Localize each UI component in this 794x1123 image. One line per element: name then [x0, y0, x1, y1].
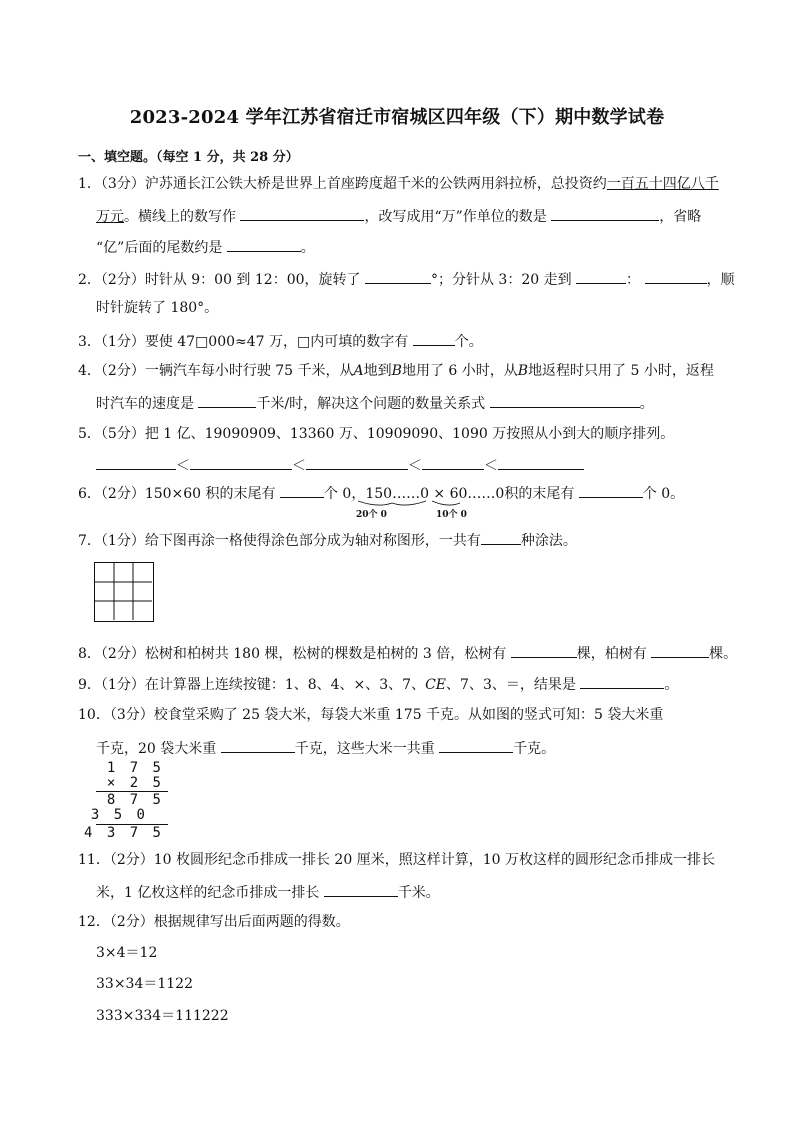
- mult-row-partial-2: 3 5 0: [90, 807, 148, 823]
- q9-text: 9．（1分）在计算器上连续按键：1、8、4、×、3、7、: [78, 677, 426, 693]
- question-2-line-2: 时针旋转了 180°。: [96, 300, 219, 316]
- question-1-line-2: [96, 206, 701, 226]
- pattern-equation-1: 3×4＝12: [96, 945, 158, 961]
- q8-text: 棵。: [709, 646, 738, 662]
- answer-blank[interactable]: [227, 237, 301, 252]
- brace-label-10: 10个 0: [436, 510, 467, 520]
- q1-text: ，改写成用“万”作单位的数是: [364, 209, 547, 225]
- q4-text: 。: [639, 396, 654, 412]
- question-12: 12．（2分）根据规律写出后面两题的得数。: [78, 914, 350, 930]
- coloring-grid: [94, 562, 154, 622]
- question-5-answer-row: [96, 455, 584, 475]
- page-title: 2023-2024 学年江苏省宿迁市宿城区四年级（下）期中数学试卷: [129, 107, 665, 128]
- q10-text: 千克，20 袋大米重: [96, 741, 217, 757]
- answer-blank[interactable]: [481, 530, 521, 545]
- q3-text: 个。: [454, 334, 483, 350]
- q4-text: 4．（2分）一辆汽车每小时行驶 75 千米，从: [78, 363, 354, 379]
- q10-text: 千克。: [513, 741, 556, 757]
- q11-text: 米，1 亿枚这样的纪念币排成一排长: [96, 885, 320, 901]
- section-heading: 一、填空题。（每空 1 分，共 28 分）: [78, 150, 299, 165]
- answer-blank[interactable]: [306, 455, 408, 470]
- q2-text: °；分针从 3：20 走到: [430, 272, 572, 288]
- answer-blank[interactable]: [645, 269, 707, 284]
- q9-text: 、7、3、＝，结果是: [446, 677, 576, 693]
- brace-label-20: 20个 0: [356, 510, 387, 520]
- ce-key-label: CE: [425, 677, 447, 693]
- q9-text: 。: [664, 677, 679, 693]
- question-3: [78, 331, 483, 351]
- question-10-line-1: 10．（3分）校食堂采购了 25 袋大米，每袋大米重 175 千克。从如图的竖式可知：5 袋大米重: [78, 707, 664, 723]
- answer-blank[interactable]: [498, 455, 584, 470]
- q7-text: 7．（1分）给下图再涂一格使得涂色部分成为轴对称图形，一共有: [78, 533, 481, 549]
- less-than-sign: ＜: [484, 458, 498, 474]
- answer-blank[interactable]: [240, 206, 364, 221]
- q1-text: ，省略: [659, 209, 702, 225]
- answer-blank[interactable]: [439, 738, 513, 753]
- answer-blank[interactable]: [324, 882, 398, 897]
- question-9: [78, 674, 678, 694]
- point-b-label: B: [391, 363, 402, 379]
- less-than-sign: ＜: [292, 458, 306, 474]
- underbrace-icon: [432, 501, 460, 505]
- mult-row-multiplicand: 1 7 5: [106, 760, 164, 776]
- answer-blank[interactable]: [413, 331, 455, 346]
- mult-row-product: 4 3 7 5: [83, 825, 164, 841]
- q1-underlined-number: 一百五十四亿八千: [606, 176, 719, 192]
- point-a-label: A: [353, 363, 364, 379]
- q11-text: 千米。: [397, 885, 440, 901]
- q6-text: 个 0，150……0 × 60……0积的末尾有: [323, 486, 575, 502]
- question-5: 5．（5分）把 1 亿、19090909、13360 万、10909090、1090 万按照从小到大的顺序排列。: [78, 426, 675, 442]
- q1-underlined-unit: 万元: [96, 209, 124, 225]
- q3-text: 3．（1分）要使 47□000≈47 万，□内可填的数字有: [78, 334, 409, 350]
- pattern-equation-2: 33×34＝1122: [96, 976, 193, 992]
- pattern-equation-3: 333×334＝111222: [96, 1008, 229, 1024]
- question-4-line-2: [96, 393, 654, 413]
- underbrace-icon: [358, 501, 426, 505]
- question-2-line-1: [78, 269, 735, 289]
- q7-text: 种涂法。: [520, 533, 577, 549]
- answer-blank[interactable]: [511, 643, 577, 658]
- answer-blank[interactable]: [551, 206, 659, 221]
- question-1-line-1: [78, 175, 719, 193]
- answer-blank[interactable]: [576, 269, 626, 284]
- q4-text: 千米/时，解决这个问题的数量关系式: [256, 396, 486, 412]
- answer-blank[interactable]: [579, 483, 643, 498]
- q8-text: 8．（2分）松树和柏树共 180 棵，松树的棵数是柏树的 3 倍，松树有: [78, 646, 507, 662]
- answer-blank[interactable]: [221, 738, 295, 753]
- q6-text: 6．（2分）150×60 积的末尾有: [78, 486, 276, 502]
- q4-text: 地到: [363, 363, 392, 379]
- q4-text: 地用了 6 小时，从: [401, 363, 518, 379]
- question-8: [78, 643, 737, 663]
- question-1-line-3: [96, 237, 315, 257]
- point-b-label: B: [517, 363, 529, 379]
- question-7: [78, 530, 577, 550]
- answer-blank[interactable]: [580, 674, 664, 689]
- q1-text: “亿”后面的尾数约是: [96, 240, 223, 256]
- q6-text: 个 0。: [642, 486, 685, 502]
- question-10-line-2: [96, 738, 555, 758]
- question-11-line-1: 11．（2分）10 枚圆形纪念币排成一排长 20 厘米，照这样计算，10 万枚这样的圆形纪念币排成一排长: [78, 852, 715, 868]
- answer-blank[interactable]: [280, 483, 324, 498]
- less-than-sign: ＜: [176, 458, 190, 474]
- answer-blank[interactable]: [422, 455, 484, 470]
- less-than-sign: ＜: [408, 458, 422, 474]
- q4-text: 地返程时只用了 5 小时，返程: [528, 363, 714, 379]
- grid-lines: [95, 563, 152, 620]
- q4-text: 时汽车的速度是: [96, 396, 194, 412]
- question-4-line-1: [78, 362, 714, 380]
- q8-text: 棵，柏树有: [576, 646, 647, 662]
- answer-blank[interactable]: [651, 643, 709, 658]
- q10-text: 千克，这些大米一共重: [294, 741, 435, 757]
- mult-row-multiplier: × 2 5: [106, 775, 164, 791]
- q1-text: 。: [300, 240, 315, 256]
- answer-blank[interactable]: [490, 393, 640, 408]
- q2-text: ：: [626, 272, 641, 288]
- answer-blank[interactable]: [365, 269, 431, 284]
- q1-text: 。横线上的数写作: [124, 209, 236, 225]
- answer-blank[interactable]: [96, 455, 176, 470]
- q2-text: ，顺: [706, 272, 735, 288]
- question-11-line-2: [96, 882, 440, 902]
- q2-text: 2．（2分）时针从 9：00 到 12：00，旋转了: [78, 272, 361, 288]
- answer-blank[interactable]: [190, 455, 292, 470]
- mult-row-partial-1: 8 7 5: [106, 792, 164, 808]
- answer-blank[interactable]: [198, 393, 256, 408]
- q1-text: 1．（3分）沪苏通长江公铁大桥是世界上首座跨度超千米的公铁两用斜拉桥，总投资约: [78, 176, 607, 192]
